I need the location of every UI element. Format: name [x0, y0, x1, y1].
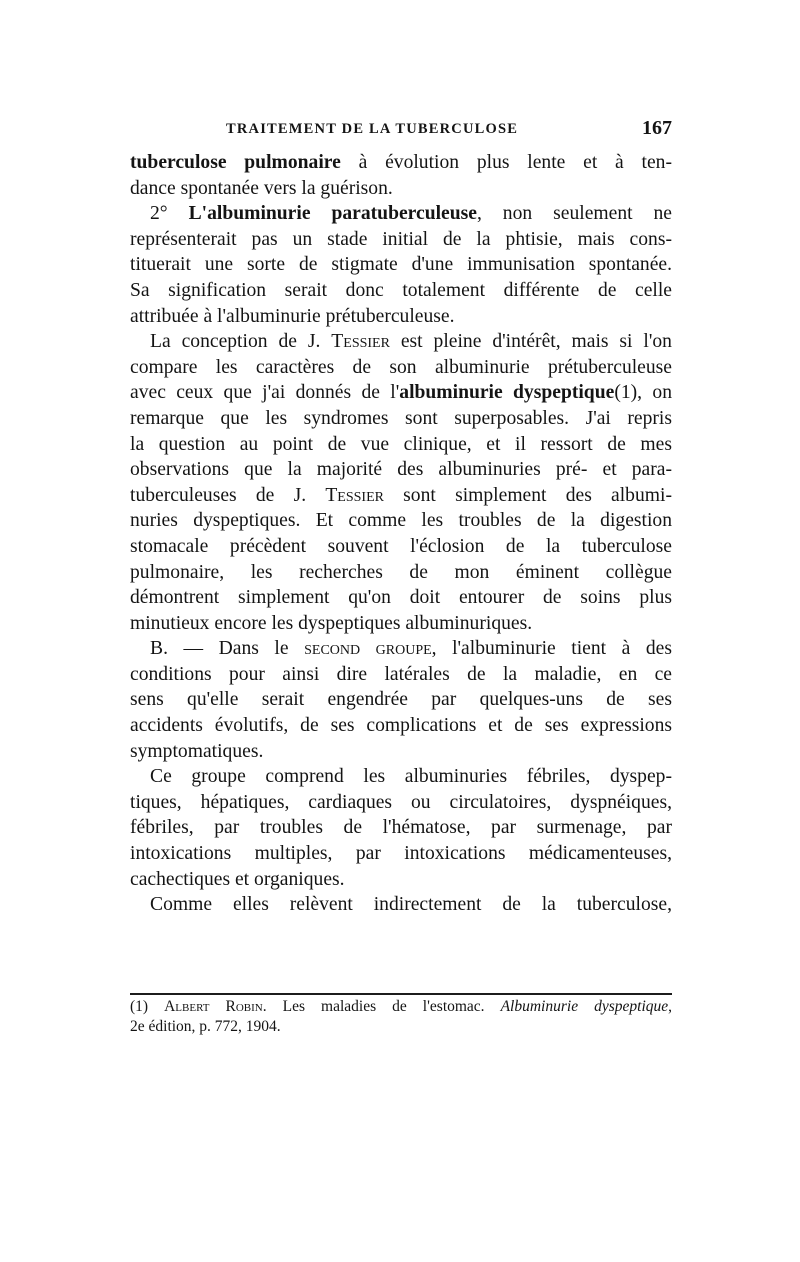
footnote-marker: (1) [130, 998, 165, 1015]
footnote-author: Albert Robin [164, 998, 263, 1015]
text-run: Comme elles relèvent indirectement de la tuberculose, [150, 894, 672, 916]
text-run: B. — Dans le [150, 638, 305, 660]
text-run: avec ceux que j'ai donnés de l' [130, 382, 400, 404]
text-line [130, 483, 672, 509]
text-run: dance spontanée vers la guérison. [130, 177, 393, 199]
text-line [130, 380, 672, 406]
footnote-line [130, 997, 672, 1017]
running-title: TRAITEMENT DE LA TUBERCULOSE [226, 121, 519, 137]
text-run: à évolution plus lente et à ten- [340, 152, 672, 173]
text-line [130, 892, 672, 918]
text-run: la question au point de vue clinique, et il ressort de mes [130, 433, 672, 455]
text-run: représenterait pas un stade initial de la phtisie, mais cons- [130, 228, 672, 250]
text-line [130, 201, 672, 227]
bold-phrase: L'albuminurie paratuberculeuse [188, 203, 477, 225]
text-run: minutieux encore les dyspeptiques albuminuriques. [130, 612, 533, 634]
text-run: Sa signification serait donc totalement différente de celle [130, 279, 672, 301]
footnote-text: , [668, 998, 673, 1015]
text-run: fébriles, par troubles de l'hématose, par surmenage, par [130, 817, 672, 839]
text-line [130, 227, 672, 253]
text-run: conditions pour ainsi dire latérales de la maladie, en ce [130, 663, 672, 685]
text-run: nuries dyspeptiques. Et comme les troubles de la digestion [130, 510, 672, 532]
text-line [130, 176, 672, 202]
text-line [130, 815, 672, 841]
text-run: , l'albuminurie tient à des [431, 638, 672, 660]
text-line [130, 841, 672, 867]
small-caps-phrase: second groupe [304, 638, 432, 660]
text-line [130, 739, 672, 765]
text-line [130, 406, 672, 432]
text-line [130, 508, 672, 534]
running-header [130, 117, 672, 143]
footnote-rule [130, 993, 672, 995]
text-line [130, 432, 672, 458]
text-line [130, 764, 672, 790]
text-line [130, 560, 672, 586]
text-line [130, 355, 672, 381]
text-run: tiques, hépatiques, cardiaques ou circulatoires, dyspnéiques, [130, 791, 672, 813]
text-run: sont simplement des albumi- [383, 484, 672, 506]
text-run: 2° [150, 203, 189, 225]
text-run: intoxications multiples, par intoxications médicamenteuses, [130, 843, 672, 865]
bold-phrase: albuminurie dyspeptique [399, 382, 615, 404]
text-run: La conception de J. [150, 331, 332, 353]
text-line [130, 150, 672, 176]
text-line [130, 252, 672, 278]
footnote-line [130, 1017, 672, 1037]
footnote-edition: 2e édition, p. 772, 1904. [130, 1018, 281, 1035]
author-name: Tessier [331, 331, 390, 353]
text-run: compare les caractères de son albuminurie prétuberculeuse [130, 356, 672, 378]
text-run: accidents évolutifs, de ses complications et de ses expressions [130, 715, 672, 737]
text-line [130, 790, 672, 816]
text-line [130, 585, 672, 611]
text-run: cachectiques et organiques. [130, 868, 345, 890]
text-run: symptomatiques. [130, 740, 264, 762]
text-line [130, 867, 672, 893]
text-run: remarque que les syndromes sont superposables. J'ai repris [130, 407, 672, 429]
text-run: , non seulement ne [476, 203, 673, 225]
text-run: Ce groupe comprend les albuminuries fébriles, dyspep- [150, 766, 672, 788]
text-line [130, 304, 672, 330]
page-number: 167 [642, 117, 672, 139]
text-line [130, 278, 672, 304]
text-run: observations que la majorité des albuminuries pré- et para- [130, 459, 672, 481]
text-line [130, 457, 672, 483]
text-line [130, 611, 672, 637]
text-run: attribuée à l'albuminurie prétuberculeuse. [130, 305, 455, 327]
text-run: stomacale précèdent souvent l'éclosion de la tuberculose [130, 535, 672, 557]
text-run: (1), on [614, 382, 672, 404]
text-run: sens qu'elle serait engendrée par quelques-uns de ses [130, 689, 672, 711]
text-run: tuberculeuses de J. [130, 484, 326, 506]
text-line [130, 636, 672, 662]
text-line [130, 534, 672, 560]
text-run: pulmonaire, les recherches de mon éminent collègue [130, 561, 672, 583]
author-name: Tessier [325, 484, 384, 506]
text-line [130, 687, 672, 713]
footnote-title: Albuminurie dyspeptique [500, 998, 669, 1015]
body-text [130, 150, 672, 918]
text-run: démontrent simplement qu'on doit entourer de soins plus [130, 587, 672, 609]
text-line [130, 329, 672, 355]
text-run: tituerait une sorte de stigmate d'une immunisation spontanée. [130, 254, 672, 276]
bold-phrase: tuberculose pulmonaire [130, 152, 341, 173]
footnote [130, 997, 672, 1037]
footnote-text: . Les maladies de l'estomac. [262, 998, 501, 1015]
text-line [130, 662, 672, 688]
text-line [130, 713, 672, 739]
text-run: est pleine d'intérêt, mais si l'on [389, 331, 672, 353]
